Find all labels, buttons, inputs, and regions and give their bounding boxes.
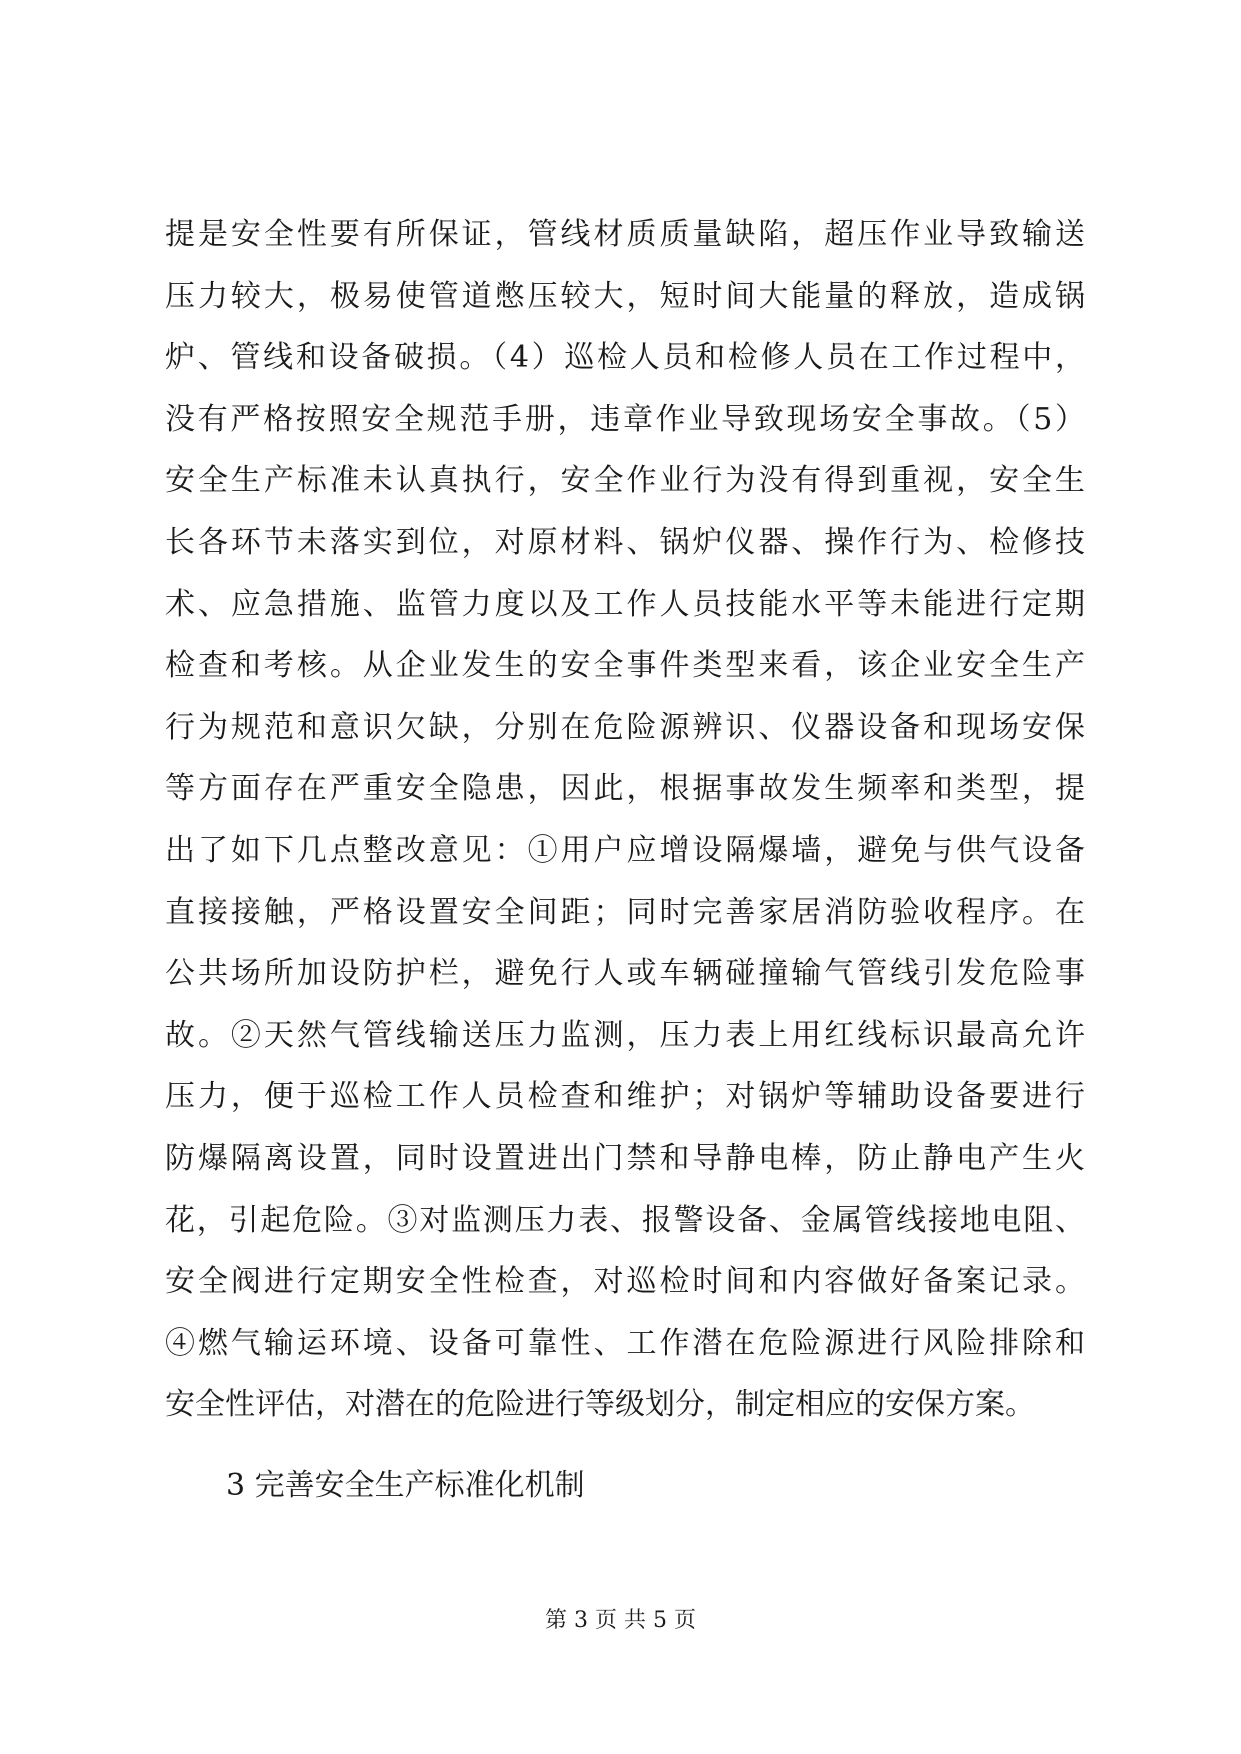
paragraph-line: 压力较大，极易使管道憋压较大，短时间大能量的释放，造成锅 [165, 278, 1085, 314]
paragraph-line: 术、应急措施、监管力度以及工作人员技能水平等未能进行定期 [165, 586, 1085, 622]
paragraph-line: 长各环节未落实到位，对原材料、锅炉仪器、操作行为、检修技 [165, 524, 1085, 560]
page-footer: 第 3 页 共 5 页 [545, 1608, 696, 1633]
paragraph-line: 安全阀进行定期安全性检查，对巡检时间和内容做好备案记录。 [165, 1264, 1085, 1300]
paragraph-line: 没有严格按照安全规范手册，违章作业导致现场安全事故。（5） [165, 401, 1085, 437]
paragraph-line: 行为规范和意识欠缺，分别在危险源辨识、仪器设备和现场安保 [165, 709, 1085, 745]
paragraph-line: 出了如下几点整改意见：①用户应增设隔爆墙，避免与供气设备 [165, 832, 1085, 868]
paragraph-line: 公共场所加设防护栏，避免行人或车辆碰撞输气管线引发危险事 [165, 956, 1085, 992]
paragraph-line: 炉、管线和设备破损。（4）巡检人员和检修人员在工作过程中， [165, 340, 1085, 376]
paragraph-line: 故。②天然气管线输送压力监测，压力表上用红线标识最高允许 [165, 1017, 1085, 1053]
paragraph-line: ④燃气输运环境、设备可靠性、工作潜在危险源进行风险排除和 [165, 1325, 1085, 1361]
paragraph-line: 检查和考核。从企业发生的安全事件类型来看，该企业安全生产 [165, 648, 1085, 684]
paragraph-line: 直接接触，严格设置安全间距；同时完善家居消防验收程序。在 [165, 894, 1085, 930]
body-paragraph [165, 204, 1085, 1436]
section-heading: 3 完善安全生产标准化机制 [226, 1468, 585, 1503]
paragraph-line: 安全生产标准未认真执行，安全作业行为没有得到重视，安全生 [165, 463, 1085, 499]
paragraph-line: 等方面存在严重安全隐患，因此，根据事故发生频率和类型，提 [165, 771, 1085, 807]
paragraph-line: 安全性评估，对潜在的危险进行等级划分，制定相应的安保方案。 [165, 1387, 1035, 1423]
paragraph-line: 花，引起危险。③对监测压力表、报警设备、金属管线接地电阻、 [165, 1202, 1085, 1238]
paragraph-line: 提是安全性要有所保证，管线材质质量缺陷，超压作业导致输送 [165, 217, 1085, 252]
paragraph-line: 压力，便于巡检工作人员检查和维护；对锅炉等辅助设备要进行 [165, 1079, 1085, 1115]
paragraph-line: 防爆隔离设置，同时设置进出门禁和导静电棒，防止静电产生火 [165, 1140, 1085, 1176]
